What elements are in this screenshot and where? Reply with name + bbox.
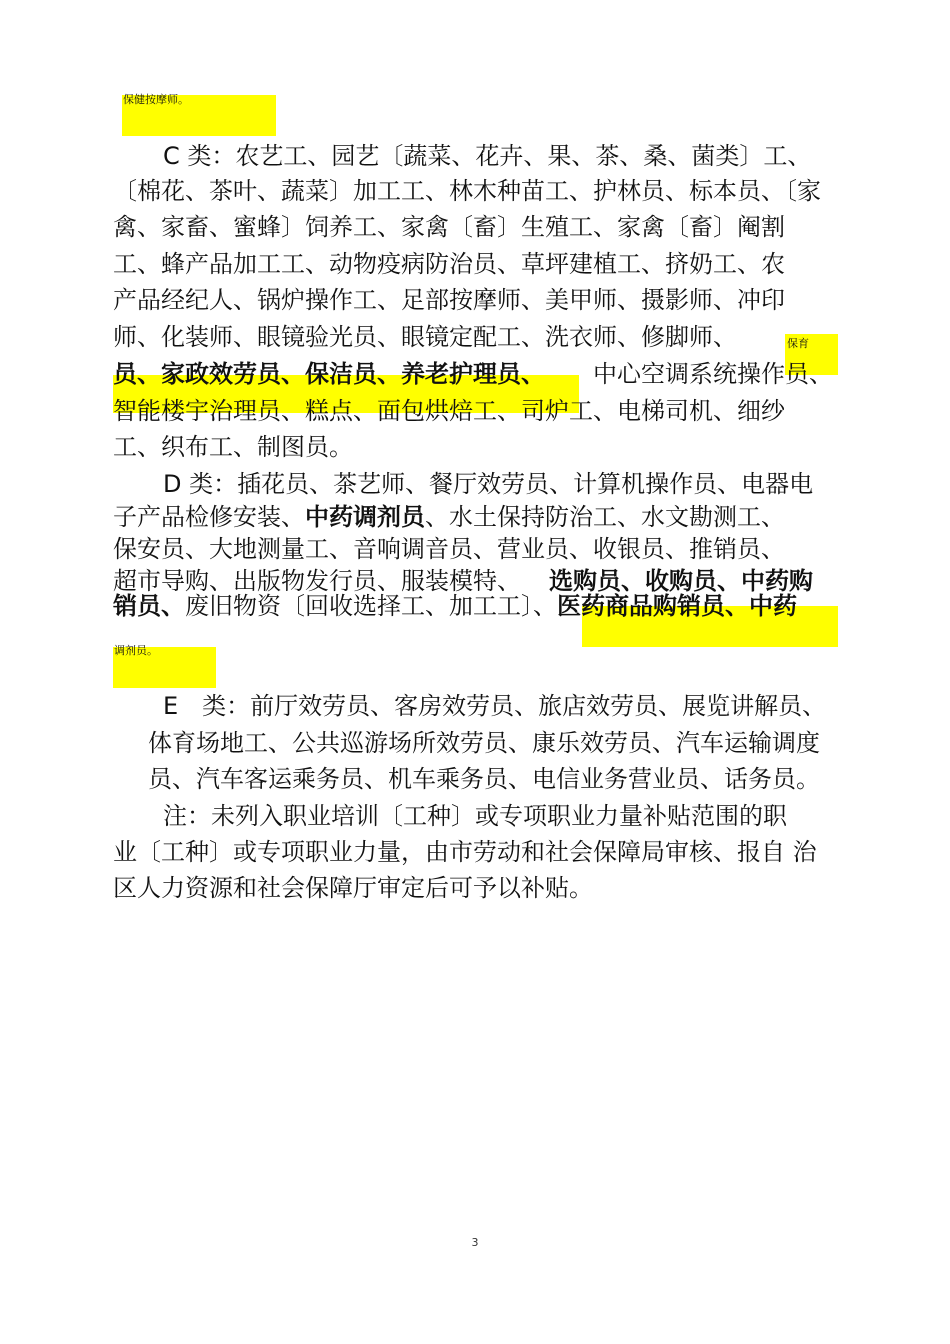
d-line-1: D 类：插花员、茶艺师、餐厅效劳员、计算机操作员、电器电	[163, 470, 814, 498]
c-line-2: 〔棉花、茶叶、蔬菜〕加工工、林木种苗工、护林员、标本员、〔家	[113, 177, 821, 205]
note-massage: 保健按摩师。	[123, 93, 189, 106]
note-line-2: 业〔工种〕或专项职业力量，由市劳动和社会保障局审核、报自 治	[113, 838, 817, 866]
c-line-7-bold: 员、家政效劳员、保洁员、养老护理员、	[113, 360, 545, 388]
d-line-3: 保安员、大地测量工、音响调音员、营业员、收银员、推销员、	[113, 535, 785, 563]
c-line-5: 产品经纪人、锅炉操作工、足部按摩师、美甲师、摄影师、冲印	[113, 286, 785, 314]
page-number: 3	[471, 1236, 479, 1249]
d-line-2a: 子产品检修安装、	[113, 503, 305, 531]
c-line-3: 禽、家畜、蜜蜂〕饲养工、家禽〔畜〕生殖工、家禽〔畜〕阉割	[113, 213, 785, 241]
e-line-1: E 类：前厅效劳员、客房效劳员、旅店效劳员、展览讲解员、	[163, 692, 827, 720]
c-line-8: 智能楼宇治理员、糕点、面包烘焙工、司炉工、电梯司机、细纱	[113, 397, 785, 425]
d-line-5a: 销员、	[113, 592, 185, 620]
c-line-9: 工、织布工、制图员。	[113, 433, 353, 461]
c-line-6: 师、化装师、眼镜验光员、眼镜定配工、洗衣师、修脚师、	[113, 323, 737, 351]
note-line-1: 注：未列入职业培训〔工种〕或专项职业力量补贴范围的职	[163, 802, 787, 830]
d-line-2c: 、水土保持防治工、水文勘测工、	[425, 503, 785, 531]
d-line-5	[113, 589, 797, 623]
c-line-1: C 类：农艺工、园艺〔蔬菜、花卉、果、茶、桑、菌类〕工、	[163, 142, 812, 170]
e-line-3: 员、汽车客运乘务员、机车乘务员、电信业务营业员、话务员。	[148, 765, 820, 793]
e-line-2: 体育场地工、公共巡游场所效劳员、康乐效劳员、汽车运输调度	[148, 729, 820, 757]
c-line-7-rest: 中心空调系统操作员、	[593, 360, 833, 388]
d-line-2	[113, 500, 785, 534]
d-line-4b: 选购员、收购员、中药购	[549, 567, 813, 595]
note-baoyu: 保育	[787, 337, 809, 350]
d-line-5b: 废旧物资〔回收选择工、加工工〕、	[185, 592, 557, 620]
d-line-5c: 医药商品购销员、中药	[557, 592, 797, 620]
d-line-4a: 超市导购、出版物发行员、服装模特、	[113, 567, 521, 595]
d-line-2b: 中药调剂员	[305, 503, 425, 531]
note-pharmacist: 调剂员。	[114, 644, 158, 657]
note-line-3: 区人力资源和社会保障厅审定后可予以补贴。	[113, 874, 593, 902]
c-line-4: 工、蜂产品加工工、动物疫病防治员、草坪建植工、挤奶工、农	[113, 250, 785, 278]
